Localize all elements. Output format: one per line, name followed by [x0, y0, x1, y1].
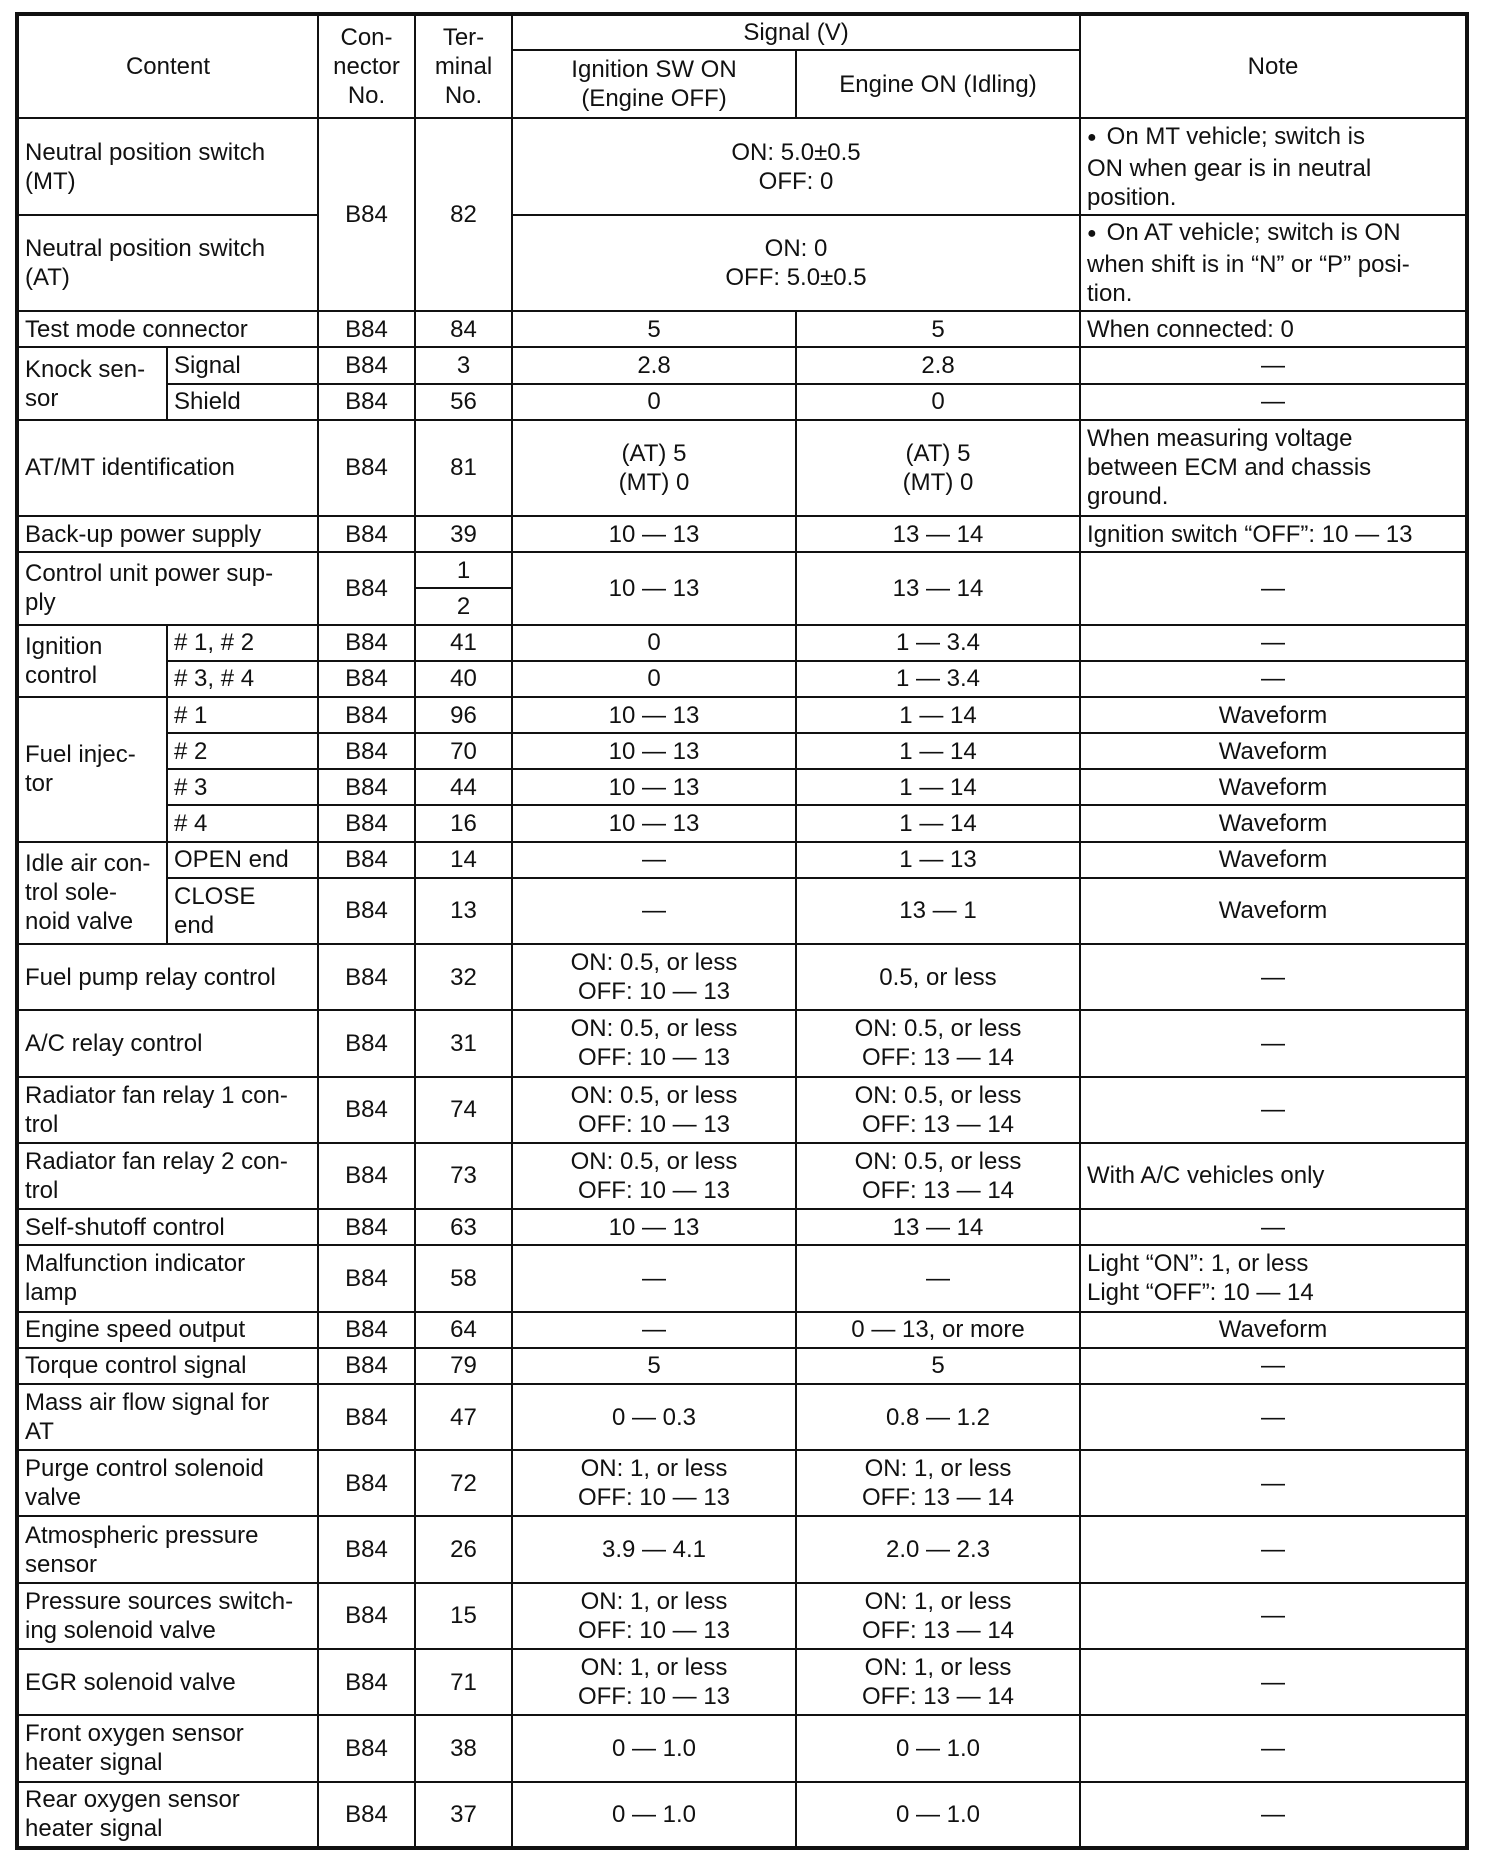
- row-ign-on: 10 — 13: [512, 805, 796, 841]
- row-connector: B84: [318, 420, 415, 516]
- header-engine-on-idling: Engine ON (Idling): [796, 50, 1080, 118]
- row-engine-on: 0.5, or less: [796, 944, 1080, 1010]
- row-engine-on: 2.8: [796, 347, 1080, 383]
- row-engine-on: 1 — 13: [796, 842, 1080, 878]
- row-connector: B84: [318, 1384, 415, 1450]
- row-note: —: [1080, 1516, 1467, 1582]
- row-connector: B84: [318, 347, 415, 383]
- header-signal-v: Signal (V): [512, 14, 1080, 50]
- row-connector: B84: [318, 516, 415, 552]
- row-note: —: [1080, 944, 1467, 1010]
- row-connector: B84: [318, 1715, 415, 1781]
- row-note: —: [1080, 1209, 1467, 1245]
- row-engine-on: 5: [796, 311, 1080, 347]
- row-content: Self-shutoff control: [17, 1209, 318, 1245]
- row-ign-on: 3.9 — 4.1: [512, 1516, 796, 1582]
- row-engine-on: 13 — 14: [796, 516, 1080, 552]
- row-content: Neutral position switch (MT): [17, 118, 318, 214]
- row-terminal: 47: [415, 1384, 512, 1450]
- table-row: [17, 769, 1467, 805]
- row-ign-on: 10 — 13: [512, 697, 796, 733]
- table-row: [17, 118, 1467, 214]
- row-terminal: 73: [415, 1143, 512, 1209]
- table-row: [17, 697, 1467, 733]
- row-terminal: 96: [415, 697, 512, 733]
- row-terminal: 44: [415, 769, 512, 805]
- row-content: Radiator fan relay 1 con- trol: [17, 1077, 318, 1143]
- row-ign-on: 0: [512, 384, 796, 420]
- row-ign-on: —: [512, 1245, 796, 1311]
- row-note: —: [1080, 384, 1467, 420]
- row-note: ● On AT vehicle; switch is ON when shift is in “N” or “P” posi- tion.: [1080, 215, 1467, 311]
- row-terminal: 31: [415, 1010, 512, 1076]
- table-row: [17, 842, 1467, 878]
- row-ign-on: 10 — 13: [512, 769, 796, 805]
- table-row: [17, 805, 1467, 841]
- row-engine-on: 5: [796, 1348, 1080, 1384]
- row-terminal: 37: [415, 1782, 512, 1848]
- row-terminal: 3: [415, 347, 512, 383]
- row-content: EGR solenoid valve: [17, 1649, 318, 1715]
- row-note: —: [1080, 625, 1467, 661]
- row-content: Mass air flow signal for AT: [17, 1384, 318, 1450]
- table-row: [17, 1143, 1467, 1209]
- row-engine-on: —: [796, 1245, 1080, 1311]
- row-connector: B84: [318, 1143, 415, 1209]
- row-terminal: 15: [415, 1583, 512, 1649]
- row-note: —: [1080, 552, 1467, 624]
- row-note: —: [1080, 661, 1467, 697]
- row-note: —: [1080, 347, 1467, 383]
- table-row: [17, 1077, 1467, 1143]
- row-terminal: 63: [415, 1209, 512, 1245]
- row-connector: B84: [318, 697, 415, 733]
- row-sub-content: # 2: [167, 733, 318, 769]
- row-sub-content: # 1, # 2: [167, 625, 318, 661]
- row-sub-content: Signal: [167, 347, 318, 383]
- table-row: [17, 1715, 1467, 1781]
- header-connector-no: Con- nector No.: [318, 14, 415, 118]
- row-engine-on: ON: 0.5, or less OFF: 13 — 14: [796, 1010, 1080, 1076]
- row-terminal: 39: [415, 516, 512, 552]
- row-content: Fuel injec- tor: [17, 697, 167, 842]
- row-ign-on: 5: [512, 311, 796, 347]
- row-connector: B84: [318, 1450, 415, 1516]
- row-content: AT/MT identification: [17, 420, 318, 516]
- table-row: [17, 1209, 1467, 1245]
- row-note: —: [1080, 1782, 1467, 1848]
- row-note: —: [1080, 1384, 1467, 1450]
- row-note: Waveform: [1080, 805, 1467, 841]
- row-ign-on: 2.8: [512, 347, 796, 383]
- table-row: [17, 311, 1467, 347]
- row-content: Test mode connector: [17, 311, 318, 347]
- row-content: Idle air con- trol sole- noid valve: [17, 842, 167, 944]
- row-ign-on: 10 — 13: [512, 516, 796, 552]
- row-ign-on: 0: [512, 625, 796, 661]
- row-terminal: 2: [415, 588, 512, 624]
- table-row: [17, 1312, 1467, 1348]
- row-terminal: 56: [415, 384, 512, 420]
- table-row: [17, 1010, 1467, 1076]
- table-row: [17, 1649, 1467, 1715]
- row-signal: ON: 5.0±0.5 OFF: 0: [512, 118, 1080, 214]
- row-note: Waveform: [1080, 769, 1467, 805]
- row-terminal: 38: [415, 1715, 512, 1781]
- row-terminal: 79: [415, 1348, 512, 1384]
- row-ign-on: 5: [512, 1348, 796, 1384]
- table-row: [17, 215, 1467, 311]
- table-row: [17, 1348, 1467, 1384]
- row-note: Waveform: [1080, 733, 1467, 769]
- row-note: —: [1080, 1077, 1467, 1143]
- row-engine-on: 1 — 14: [796, 805, 1080, 841]
- row-connector: B84: [318, 1010, 415, 1076]
- row-connector: B84: [318, 552, 415, 624]
- row-engine-on: 0 — 1.0: [796, 1715, 1080, 1781]
- header-note: Note: [1080, 14, 1467, 118]
- row-connector: B84: [318, 1649, 415, 1715]
- row-connector: B84: [318, 625, 415, 661]
- row-engine-on: 1 — 14: [796, 769, 1080, 805]
- row-note: Waveform: [1080, 697, 1467, 733]
- row-content: A/C relay control: [17, 1010, 318, 1076]
- row-engine-on: 1 — 14: [796, 733, 1080, 769]
- table-row: [17, 1384, 1467, 1450]
- row-signal: ON: 0 OFF: 5.0±0.5: [512, 215, 1080, 311]
- row-engine-on: (AT) 5 (MT) 0: [796, 420, 1080, 516]
- row-ign-on: 0 — 1.0: [512, 1715, 796, 1781]
- row-ign-on: 0 — 0.3: [512, 1384, 796, 1450]
- row-ign-on: 0: [512, 661, 796, 697]
- row-connector: B84: [318, 1782, 415, 1848]
- row-note: Light “ON”: 1, or less Light “OFF”: 10 — 14: [1080, 1245, 1467, 1311]
- row-engine-on: 2.0 — 2.3: [796, 1516, 1080, 1582]
- row-terminal: 40: [415, 661, 512, 697]
- row-ign-on: ON: 0.5, or less OFF: 10 — 13: [512, 1143, 796, 1209]
- row-terminal: 82: [415, 118, 512, 311]
- row-note: —: [1080, 1715, 1467, 1781]
- row-connector: B84: [318, 384, 415, 420]
- row-content: Control unit power sup- ply: [17, 552, 318, 624]
- table-row: [17, 661, 1467, 697]
- row-connector: B84: [318, 661, 415, 697]
- row-ign-on: —: [512, 878, 796, 944]
- row-ign-on: ON: 0.5, or less OFF: 10 — 13: [512, 1010, 796, 1076]
- row-connector: B84: [318, 1245, 415, 1311]
- row-content: Malfunction indicator lamp: [17, 1245, 318, 1311]
- table-row: [17, 1450, 1467, 1516]
- row-note: —: [1080, 1450, 1467, 1516]
- row-sub-content: OPEN end: [167, 842, 318, 878]
- table-row: [17, 420, 1467, 516]
- row-connector: B84: [318, 1516, 415, 1582]
- row-connector: B84: [318, 842, 415, 878]
- row-connector: B84: [318, 1348, 415, 1384]
- table-row: [17, 347, 1467, 383]
- row-connector: B84: [318, 1583, 415, 1649]
- table-row: [17, 878, 1467, 944]
- row-note: —: [1080, 1649, 1467, 1715]
- row-sub-content: # 1: [167, 697, 318, 733]
- row-ign-on: —: [512, 1312, 796, 1348]
- row-note: Waveform: [1080, 842, 1467, 878]
- row-content: Radiator fan relay 2 con- trol: [17, 1143, 318, 1209]
- row-terminal: 41: [415, 625, 512, 661]
- row-terminal: 58: [415, 1245, 512, 1311]
- row-connector: B84: [318, 733, 415, 769]
- row-terminal: 84: [415, 311, 512, 347]
- row-ign-on: ON: 1, or less OFF: 10 — 13: [512, 1583, 796, 1649]
- row-sub-content: # 4: [167, 805, 318, 841]
- row-content: Front oxygen sensor heater signal: [17, 1715, 318, 1781]
- row-sub-content: # 3, # 4: [167, 661, 318, 697]
- row-content: Fuel pump relay control: [17, 944, 318, 1010]
- table-row: [17, 733, 1467, 769]
- row-connector: B84: [318, 805, 415, 841]
- table-row: [17, 1516, 1467, 1582]
- row-content: Atmospheric pressure sensor: [17, 1516, 318, 1582]
- row-engine-on: 1 — 3.4: [796, 661, 1080, 697]
- header-ignition-sw-on: Ignition SW ON (Engine OFF): [512, 50, 796, 118]
- row-connector: B84: [318, 1312, 415, 1348]
- row-connector: B84: [318, 311, 415, 347]
- row-content: Rear oxygen sensor heater signal: [17, 1782, 318, 1848]
- row-engine-on: 0: [796, 384, 1080, 420]
- row-note: —: [1080, 1583, 1467, 1649]
- row-terminal: 70: [415, 733, 512, 769]
- row-ign-on: 10 — 13: [512, 1209, 796, 1245]
- row-note: Waveform: [1080, 878, 1467, 944]
- row-note: Ignition switch “OFF”: 10 — 13: [1080, 516, 1467, 552]
- row-terminal: 72: [415, 1450, 512, 1516]
- table-row: [17, 552, 1467, 588]
- row-sub-content: # 3: [167, 769, 318, 805]
- row-ign-on: ON: 1, or less OFF: 10 — 13: [512, 1649, 796, 1715]
- row-content: Purge control solenoid valve: [17, 1450, 318, 1516]
- table-row: [17, 1583, 1467, 1649]
- row-engine-on: 13 — 1: [796, 878, 1080, 944]
- row-engine-on: 1 — 3.4: [796, 625, 1080, 661]
- table-row: [17, 625, 1467, 661]
- row-ign-on: 0 — 1.0: [512, 1782, 796, 1848]
- row-content: Pressure sources switch- ing solenoid valve: [17, 1583, 318, 1649]
- row-note: —: [1080, 1348, 1467, 1384]
- row-terminal: 32: [415, 944, 512, 1010]
- row-content: Torque control signal: [17, 1348, 318, 1384]
- row-engine-on: 0.8 — 1.2: [796, 1384, 1080, 1450]
- row-terminal: 16: [415, 805, 512, 841]
- table-row: [17, 384, 1467, 420]
- row-engine-on: ON: 1, or less OFF: 13 — 14: [796, 1583, 1080, 1649]
- row-connector: B84: [318, 878, 415, 944]
- row-content: Ignition control: [17, 625, 167, 697]
- row-note: When measuring voltage between ECM and chassis ground.: [1080, 420, 1467, 516]
- row-terminal: 74: [415, 1077, 512, 1143]
- row-sub-content: Shield: [167, 384, 318, 420]
- row-engine-on: 1 — 14: [796, 697, 1080, 733]
- row-engine-on: 13 — 14: [796, 1209, 1080, 1245]
- table-row: [17, 944, 1467, 1010]
- row-note: When connected: 0: [1080, 311, 1467, 347]
- row-note: —: [1080, 1010, 1467, 1076]
- row-engine-on: 0 — 13, or more: [796, 1312, 1080, 1348]
- row-engine-on: ON: 0.5, or less OFF: 13 — 14: [796, 1077, 1080, 1143]
- row-engine-on: ON: 0.5, or less OFF: 13 — 14: [796, 1143, 1080, 1209]
- row-ign-on: —: [512, 842, 796, 878]
- row-terminal: 26: [415, 1516, 512, 1582]
- row-terminal: 14: [415, 842, 512, 878]
- row-terminal: 71: [415, 1649, 512, 1715]
- row-content: Engine speed output: [17, 1312, 318, 1348]
- row-content: Back-up power supply: [17, 516, 318, 552]
- row-terminal: 64: [415, 1312, 512, 1348]
- row-ign-on: 10 — 13: [512, 733, 796, 769]
- row-content: Knock sen- sor: [17, 347, 167, 419]
- row-ign-on: ON: 1, or less OFF: 10 — 13: [512, 1450, 796, 1516]
- row-engine-on: ON: 1, or less OFF: 13 — 14: [796, 1649, 1080, 1715]
- row-connector: B84: [318, 944, 415, 1010]
- row-connector: B84: [318, 1077, 415, 1143]
- row-note: Waveform: [1080, 1312, 1467, 1348]
- row-connector: B84: [318, 1209, 415, 1245]
- row-terminal: 1: [415, 552, 512, 588]
- row-ign-on: ON: 0.5, or less OFF: 10 — 13: [512, 1077, 796, 1143]
- row-terminal: 81: [415, 420, 512, 516]
- row-note: With A/C vehicles only: [1080, 1143, 1467, 1209]
- row-terminal: 13: [415, 878, 512, 944]
- table-row: [17, 516, 1467, 552]
- row-engine-on: 13 — 14: [796, 552, 1080, 624]
- header-content: Content: [17, 14, 318, 118]
- row-ign-on: ON: 0.5, or less OFF: 10 — 13: [512, 944, 796, 1010]
- row-content: Neutral position switch (AT): [17, 215, 318, 311]
- row-ign-on: 10 — 13: [512, 552, 796, 624]
- row-connector: B84: [318, 118, 415, 311]
- row-note: ● On MT vehicle; switch is ON when gear is in neutral position.: [1080, 118, 1467, 214]
- row-engine-on: ON: 1, or less OFF: 13 — 14: [796, 1450, 1080, 1516]
- row-sub-content: CLOSE end: [167, 878, 318, 944]
- table-row: [17, 1782, 1467, 1848]
- ecm-terminal-signal-table: [15, 12, 1469, 1850]
- row-connector: B84: [318, 769, 415, 805]
- header-terminal-no: Ter- minal No.: [415, 14, 512, 118]
- row-ign-on: (AT) 5 (MT) 0: [512, 420, 796, 516]
- table-row: [17, 1245, 1467, 1311]
- row-engine-on: 0 — 1.0: [796, 1782, 1080, 1848]
